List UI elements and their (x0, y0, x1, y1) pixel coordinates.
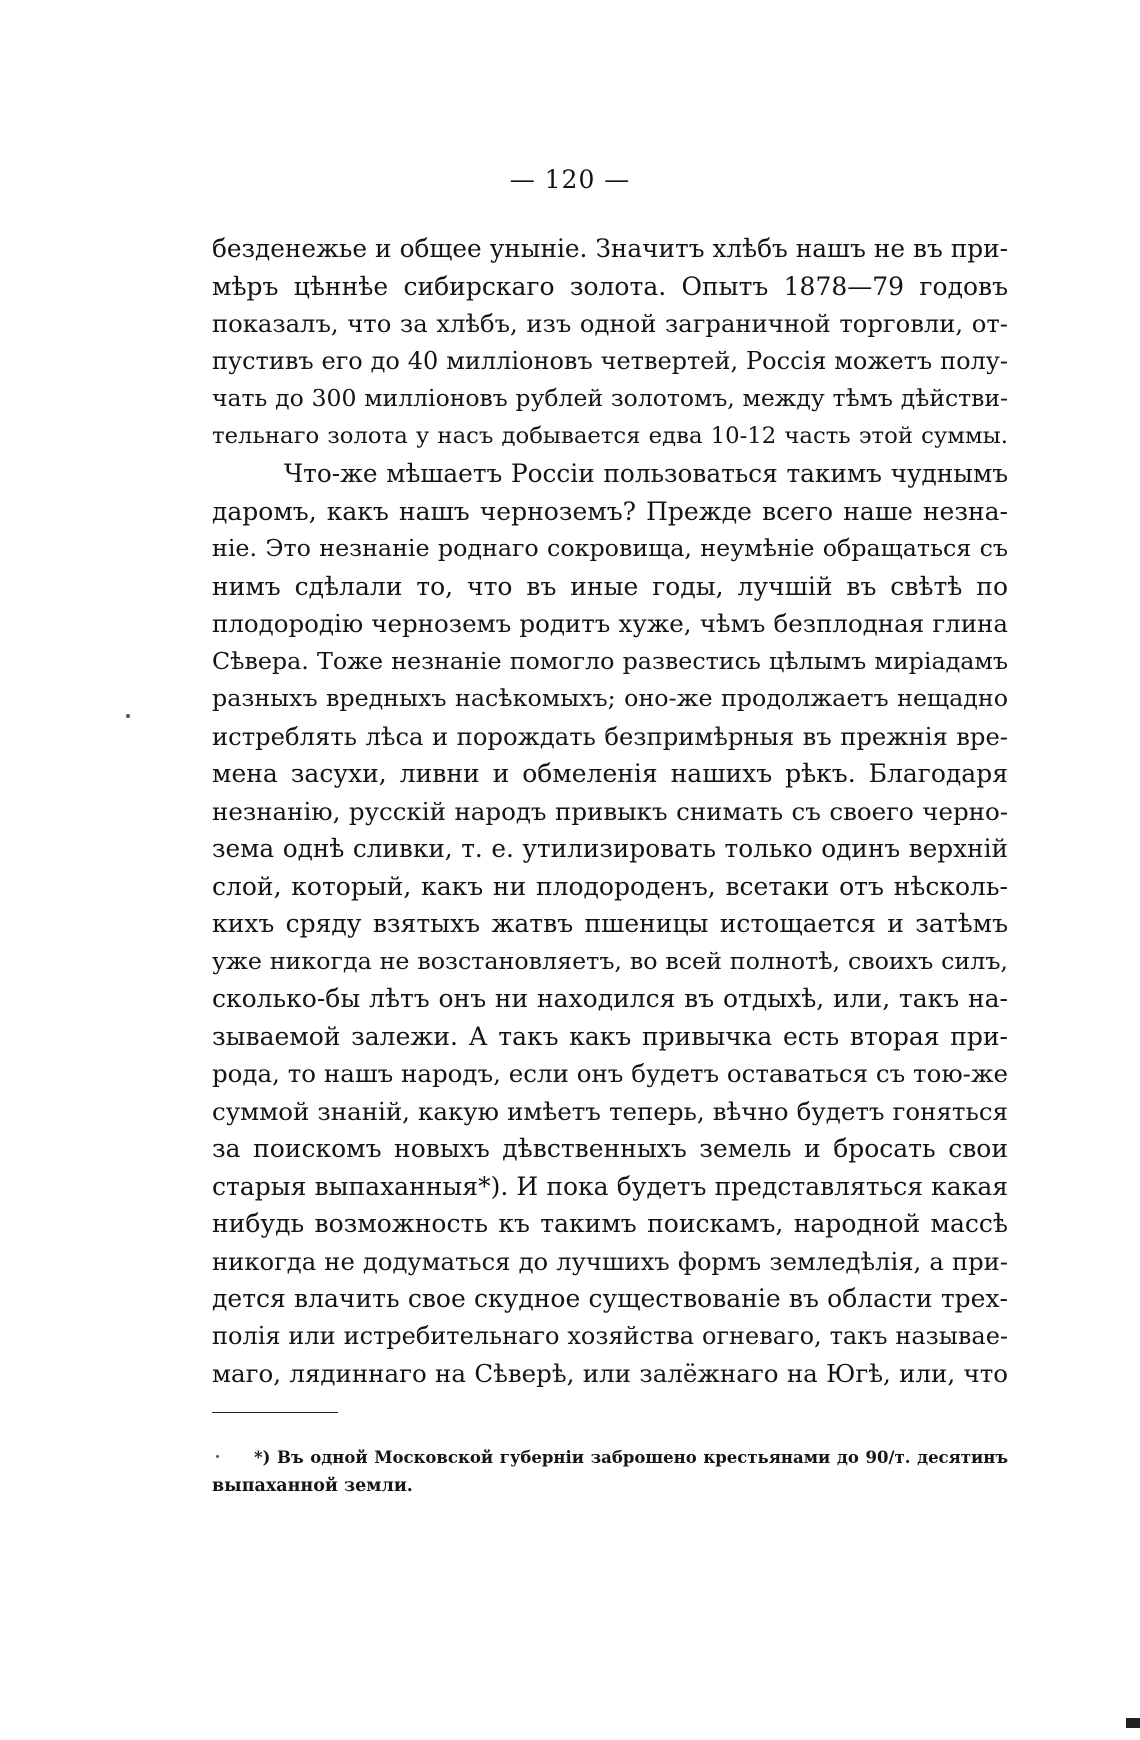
text-line: старыя выпаханныя*). И пока будетъ представляться какая (212, 1171, 1008, 1201)
footnote-line: выпаханной земли. (212, 1476, 413, 1496)
page-edge-mark (1126, 1718, 1140, 1728)
text-line: незнанію, русскій народъ привыкъ снимать съ своего черно- (212, 796, 1008, 826)
text-line: мѣръ цѣннѣе сибирскаго золота. Опытъ 1878—79 годовъ (212, 271, 1008, 301)
text-line: мена засухи, ливни и обмеленія нашихъ рѣкъ. Благодаря (212, 759, 1008, 788)
text-line: разныхъ вредныхъ насѣкомыхъ; оно-же продолжаетъ нещадно (212, 684, 1008, 712)
page-number: — 120 — (509, 165, 631, 194)
text-line: кихъ сряду взятыхъ жатвъ пшеницы истощается и затѣмъ (212, 909, 1008, 938)
text-line: зываемой залежи. А такъ какъ привычка есть вторая при- (212, 1021, 1008, 1051)
footnote (212, 1444, 1008, 1500)
text-line: тельнаго золота у насъ добывается едва 10-12 часть этой суммы. (212, 422, 1008, 449)
text-line: слой, который, какъ ни плодороденъ, всетаки отъ нѣсколь- (212, 871, 1008, 901)
text-line: плодородію черноземъ родитъ хуже, чѣмъ безплодная глина (212, 609, 1008, 638)
text-line: Сѣвера. Тоже незнаніе помогло развестись цѣлымъ миріадамъ (212, 646, 1008, 675)
text-line: никогда не додуматься до лучшихъ формъ земледѣлія, а при- (212, 1246, 1008, 1276)
print-speck (216, 1455, 219, 1458)
text-line: зема однѣ сливки, т. е. утилизировать только одинъ верхній (212, 834, 1008, 863)
paragraph-first-line: Что-же мѣшаетъ Россіи пользоваться такимъ чуднымъ (284, 459, 1008, 488)
text-line: ніе. Это незнаніе роднаго сокровища, неумѣніе обращаться съ (212, 534, 1008, 562)
text-line: пустивъ его до 40 милліоновъ четвертей, Россія можетъ полу- (212, 346, 1008, 375)
footnote-divider (212, 1412, 338, 1413)
text-line: маго, лядиннаго на Сѣверѣ, или залёжнаго на Югѣ, или, что (212, 1359, 1008, 1388)
text-line: чать до 300 милліоновъ рублей золотомъ, между тѣмъ дѣйстви- (212, 384, 1008, 412)
text-line: рода, то нашъ народъ, если онъ будетъ оставаться съ тою-же (212, 1059, 1008, 1088)
text-line: уже никогда не возстановляетъ, во всей полнотѣ, своихъ силъ, (212, 946, 1008, 975)
text-line: дется влачить свое скудное существованіе въ области трех- (212, 1284, 1008, 1313)
text-line: безденежье и общее уныніе. Значитъ хлѣбъ нашъ не въ при- (212, 234, 1008, 263)
text-line: даромъ, какъ нашъ черноземъ? Прежде всего наше незна- (212, 496, 1008, 526)
text-line: за поискомъ новыхъ дѣвственныхъ земель и бросать свои (212, 1134, 1008, 1163)
text-line: показалъ, что за хлѣбъ, изъ одной заграничной торговли, от- (212, 309, 1008, 338)
text-line: нибудь возможность къ такимъ поискамъ, народной массѣ (212, 1209, 1008, 1238)
text-line: сколько-бы лѣтъ онъ ни находился въ отдыхѣ, или, такъ на- (212, 984, 1008, 1013)
text-line: суммой знаній, какую имѣетъ теперь, вѣчно будетъ гоняться (212, 1096, 1008, 1126)
text-line: полія или истребительнаго хозяйства огневаго, такъ называе- (212, 1321, 1008, 1350)
footnote-line: *) Въ одной Московской губерніи заброшено крестьянами до 90/т. десятинъ (254, 1448, 1008, 1467)
text-line: нимъ сдѣлали то, что въ иные годы, лучшій въ свѣтѣ по (212, 571, 1008, 601)
body-text (212, 230, 1008, 1393)
print-speck (126, 714, 130, 718)
text-line: истреблять лѣса и порождать безпримѣрныя въ прежнія вре- (212, 721, 1008, 751)
